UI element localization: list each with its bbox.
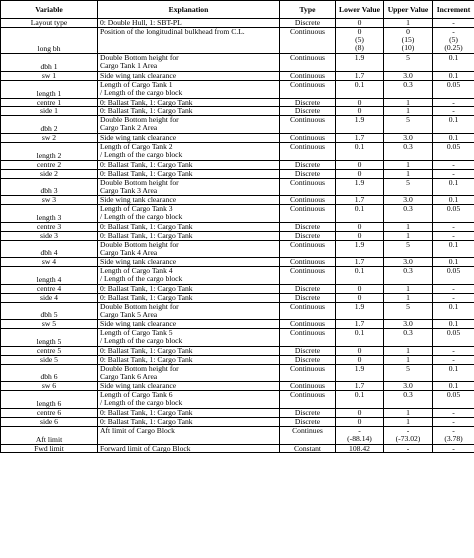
table-row	[1, 98, 474, 107]
variable-cell: Layout type	[1, 19, 98, 28]
explanation-cell: Double Bottom height for Cargo Tank 5 Area	[98, 302, 280, 320]
upper-value-cell: 5	[384, 364, 433, 382]
lower-value-cell: 0	[336, 222, 384, 231]
explanation-cell: Double Bottom height for Cargo Tank 1 Area	[98, 54, 280, 72]
type-cell: Continuous	[280, 391, 336, 409]
table-row	[1, 329, 474, 347]
variable-cell: length 6	[1, 391, 98, 409]
variable-cell: sw 1	[1, 71, 98, 80]
increment-cell: 0.1	[433, 240, 474, 258]
type-cell: Discrete	[280, 169, 336, 178]
type-cell: Discrete	[280, 417, 336, 426]
variable-cell: dbh 3	[1, 178, 98, 196]
table-row	[1, 71, 474, 80]
type-cell: Discrete	[280, 293, 336, 302]
explanation-cell: 0: Ballast Tank, 1: Cargo Tank	[98, 284, 280, 293]
explanation-cell: Double Bottom height for Cargo Tank 3 Area	[98, 178, 280, 196]
upper-value-cell: 1	[384, 98, 433, 107]
increment-cell: 0.1	[433, 320, 474, 329]
type-cell: Continuous	[280, 382, 336, 391]
increment-cell: 0.1	[433, 178, 474, 196]
lower-value-cell: 0.1	[336, 205, 384, 223]
explanation-cell: 0: Ballast Tank, 1: Cargo Tank	[98, 231, 280, 240]
header-type: Type	[280, 1, 336, 19]
increment-cell: 0.1	[433, 71, 474, 80]
lower-value-cell: 0 (5) (8)	[336, 27, 384, 53]
variable-cell: dbh 2	[1, 116, 98, 134]
explanation-cell: Forward limit of Cargo Block	[98, 444, 280, 453]
table-row	[1, 293, 474, 302]
variable-cell: side 2	[1, 169, 98, 178]
increment-cell: 0.05	[433, 205, 474, 223]
type-cell: Discrete	[280, 231, 336, 240]
lower-value-cell: 0	[336, 346, 384, 355]
upper-value-cell: 3.0	[384, 71, 433, 80]
header-increment: Increment	[433, 1, 474, 19]
type-cell: Continuous	[280, 80, 336, 98]
lower-value-cell: 1.7	[336, 382, 384, 391]
variable-cell: dbh 5	[1, 302, 98, 320]
table-row	[1, 284, 474, 293]
table-row	[1, 444, 474, 453]
lower-value-cell: 0	[336, 160, 384, 169]
variable-cell: centre 5	[1, 346, 98, 355]
upper-value-cell: 0.3	[384, 143, 433, 161]
type-cell: Continuous	[280, 27, 336, 53]
upper-value-cell: 0.3	[384, 329, 433, 347]
table-row	[1, 107, 474, 116]
explanation-cell: 0: Ballast Tank, 1: Cargo Tank	[98, 417, 280, 426]
lower-value-cell: 0.1	[336, 267, 384, 285]
lower-value-cell: 0	[336, 284, 384, 293]
table-row	[1, 196, 474, 205]
increment-cell: -	[433, 408, 474, 417]
lower-value-cell: 0	[336, 107, 384, 116]
type-cell: Discrete	[280, 107, 336, 116]
upper-value-cell: 5	[384, 116, 433, 134]
table-row	[1, 320, 474, 329]
variable-cell: centre 1	[1, 98, 98, 107]
lower-value-cell: 1.9	[336, 54, 384, 72]
explanation-cell: Side wing tank clearance	[98, 71, 280, 80]
lower-value-cell: 0	[336, 231, 384, 240]
lower-value-cell: 0	[336, 355, 384, 364]
type-cell: Discrete	[280, 284, 336, 293]
increment-cell: -	[433, 444, 474, 453]
explanation-cell: Side wing tank clearance	[98, 320, 280, 329]
explanation-cell: 0: Ballast Tank, 1: Cargo Tank	[98, 355, 280, 364]
variable-cell: centre 4	[1, 284, 98, 293]
variable-cell: side 4	[1, 293, 98, 302]
increment-cell: 0.1	[433, 258, 474, 267]
table-row	[1, 205, 474, 223]
header-upper-value: Upper Value	[384, 1, 433, 19]
upper-value-cell: 0.3	[384, 205, 433, 223]
explanation-cell: Position of the longitudinal bulkhead from C.L.	[98, 27, 280, 53]
explanation-cell: Length of Cargo Tank 4 / Length of the cargo block	[98, 267, 280, 285]
increment-cell: -	[433, 19, 474, 28]
increment-cell: -	[433, 222, 474, 231]
variable-cell: length 4	[1, 267, 98, 285]
type-cell: Continuous	[280, 71, 336, 80]
lower-value-cell: 0	[336, 408, 384, 417]
upper-value-cell: 5	[384, 240, 433, 258]
explanation-cell: Double Bottom height for Cargo Tank 6 Area	[98, 364, 280, 382]
increment-cell: 0.1	[433, 116, 474, 134]
table-row	[1, 222, 474, 231]
variable-cell: length 5	[1, 329, 98, 347]
upper-value-cell: 5	[384, 302, 433, 320]
lower-value-cell: 0	[336, 417, 384, 426]
table-row	[1, 391, 474, 409]
upper-value-cell: - (-73.02)	[384, 426, 433, 444]
lower-value-cell: 108.42	[336, 444, 384, 453]
variable-cell: side 3	[1, 231, 98, 240]
increment-cell: -	[433, 160, 474, 169]
explanation-cell: Double Bottom height for Cargo Tank 2 Area	[98, 116, 280, 134]
increment-cell: 0.05	[433, 329, 474, 347]
upper-value-cell: 1	[384, 107, 433, 116]
increment-cell: -	[433, 98, 474, 107]
table-row	[1, 116, 474, 134]
increment-cell: 0.05	[433, 143, 474, 161]
explanation-cell: Side wing tank clearance	[98, 382, 280, 391]
table-row	[1, 267, 474, 285]
explanation-cell: 0: Ballast Tank, 1: Cargo Tank	[98, 222, 280, 231]
increment-cell: -	[433, 107, 474, 116]
upper-value-cell: 1	[384, 408, 433, 417]
type-cell: Continuous	[280, 54, 336, 72]
table-row	[1, 364, 474, 382]
increment-cell: -	[433, 169, 474, 178]
variable-cell: side 5	[1, 355, 98, 364]
lower-value-cell: 1.7	[336, 320, 384, 329]
table-row	[1, 426, 474, 444]
explanation-cell: Length of Cargo Tank 2 / Length of the cargo block	[98, 143, 280, 161]
header-variable: Variable	[1, 1, 98, 19]
upper-value-cell: 1	[384, 160, 433, 169]
upper-value-cell: -	[384, 444, 433, 453]
explanation-cell: 0: Ballast Tank, 1: Cargo Tank	[98, 169, 280, 178]
increment-cell: - (5) (0.25)	[433, 27, 474, 53]
lower-value-cell: 0	[336, 98, 384, 107]
variable-cell: length 1	[1, 80, 98, 98]
increment-cell: -	[433, 355, 474, 364]
table-row	[1, 80, 474, 98]
explanation-cell: Double Bottom height for Cargo Tank 4 Area	[98, 240, 280, 258]
upper-value-cell: 0 (15) (10)	[384, 27, 433, 53]
lower-value-cell: 1.7	[336, 134, 384, 143]
explanation-cell: 0: Ballast Tank, 1: Cargo Tank	[98, 160, 280, 169]
upper-value-cell: 5	[384, 54, 433, 72]
increment-cell: 0.05	[433, 267, 474, 285]
table-row	[1, 54, 474, 72]
type-cell: Discrete	[280, 355, 336, 364]
upper-value-cell: 3.0	[384, 196, 433, 205]
table-row	[1, 134, 474, 143]
increment-cell: 0.1	[433, 54, 474, 72]
table-row	[1, 408, 474, 417]
increment-cell: 0.1	[433, 302, 474, 320]
table-body	[1, 19, 474, 453]
type-cell: Continues	[280, 426, 336, 444]
type-cell: Discrete	[280, 19, 336, 28]
explanation-cell: Length of Cargo Tank 6 / Length of the cargo block	[98, 391, 280, 409]
table-row	[1, 417, 474, 426]
explanation-cell: Length of Cargo Tank 3 / Length of the cargo block	[98, 205, 280, 223]
type-cell: Discrete	[280, 408, 336, 417]
explanation-cell: 0: Ballast Tank, 1: Cargo Tank	[98, 293, 280, 302]
type-cell: Continuous	[280, 116, 336, 134]
variable-cell: dbh 4	[1, 240, 98, 258]
lower-value-cell: 1.9	[336, 364, 384, 382]
upper-value-cell: 1	[384, 222, 433, 231]
increment-cell: -	[433, 284, 474, 293]
upper-value-cell: 1	[384, 231, 433, 240]
type-cell: Continuous	[280, 258, 336, 267]
increment-cell: -	[433, 417, 474, 426]
type-cell: Continuous	[280, 329, 336, 347]
upper-value-cell: 1	[384, 355, 433, 364]
type-cell: Continuous	[280, 143, 336, 161]
explanation-cell: 0: Double Hull, 1: SBT-PL	[98, 19, 280, 28]
table-row	[1, 258, 474, 267]
lower-value-cell: 1.7	[336, 196, 384, 205]
lower-value-cell: 0	[336, 19, 384, 28]
lower-value-cell: 1.9	[336, 116, 384, 134]
upper-value-cell: 1	[384, 19, 433, 28]
increment-cell: -	[433, 293, 474, 302]
explanation-cell: Side wing tank clearance	[98, 258, 280, 267]
lower-value-cell: 0.1	[336, 391, 384, 409]
upper-value-cell: 1	[384, 293, 433, 302]
upper-value-cell: 3.0	[384, 320, 433, 329]
table-row	[1, 169, 474, 178]
upper-value-cell: 0.3	[384, 267, 433, 285]
lower-value-cell: 0	[336, 293, 384, 302]
upper-value-cell: 1	[384, 346, 433, 355]
variable-cell: long bh	[1, 27, 98, 53]
type-cell: Continuous	[280, 205, 336, 223]
variable-cell: sw 5	[1, 320, 98, 329]
table-row	[1, 160, 474, 169]
variable-cell: length 3	[1, 205, 98, 223]
explanation-cell: Side wing tank clearance	[98, 196, 280, 205]
upper-value-cell: 1	[384, 284, 433, 293]
table-row	[1, 231, 474, 240]
increment-cell: -	[433, 231, 474, 240]
explanation-cell: 0: Ballast Tank, 1: Cargo Tank	[98, 408, 280, 417]
lower-value-cell: 1.7	[336, 258, 384, 267]
type-cell: Constant	[280, 444, 336, 453]
lower-value-cell: 0.1	[336, 80, 384, 98]
lower-value-cell: 1.9	[336, 240, 384, 258]
type-cell: Continuous	[280, 364, 336, 382]
lower-value-cell: 0	[336, 169, 384, 178]
table-row	[1, 27, 474, 53]
type-cell: Continuous	[280, 302, 336, 320]
lower-value-cell: 1.7	[336, 71, 384, 80]
table-row	[1, 382, 474, 391]
type-cell: Continuous	[280, 267, 336, 285]
lower-value-cell: - (-88.14)	[336, 426, 384, 444]
increment-cell: 0.05	[433, 391, 474, 409]
increment-cell: -	[433, 346, 474, 355]
table-row	[1, 19, 474, 28]
upper-value-cell: 1	[384, 169, 433, 178]
upper-value-cell: 0.3	[384, 80, 433, 98]
variable-cell: Fwd limit	[1, 444, 98, 453]
lower-value-cell: 0.1	[336, 329, 384, 347]
increment-cell: - (3.78)	[433, 426, 474, 444]
explanation-cell: Side wing tank clearance	[98, 134, 280, 143]
table-row	[1, 240, 474, 258]
variable-cell: side 6	[1, 417, 98, 426]
variable-cell: Aft limit	[1, 426, 98, 444]
table-row	[1, 143, 474, 161]
variable-cell: centre 6	[1, 408, 98, 417]
explanation-cell: Length of Cargo Tank 5 / Length of the cargo block	[98, 329, 280, 347]
table-row	[1, 302, 474, 320]
header-row	[1, 1, 474, 19]
upper-value-cell: 3.0	[384, 258, 433, 267]
explanation-cell: 0: Ballast Tank, 1: Cargo Tank	[98, 107, 280, 116]
variable-cell: centre 2	[1, 160, 98, 169]
variable-cell: dbh 1	[1, 54, 98, 72]
header-explanation: Explanation	[98, 1, 280, 19]
upper-value-cell: 5	[384, 178, 433, 196]
increment-cell: 0.05	[433, 80, 474, 98]
type-cell: Continuous	[280, 240, 336, 258]
upper-value-cell: 1	[384, 417, 433, 426]
variable-cell: dbh 6	[1, 364, 98, 382]
explanation-cell: 0: Ballast Tank, 1: Cargo Tank	[98, 346, 280, 355]
explanation-cell: 0: Ballast Tank, 1: Cargo Tank	[98, 98, 280, 107]
table-row	[1, 178, 474, 196]
type-cell: Continuous	[280, 320, 336, 329]
lower-value-cell: 0.1	[336, 143, 384, 161]
increment-cell: 0.1	[433, 134, 474, 143]
type-cell: Discrete	[280, 98, 336, 107]
upper-value-cell: 3.0	[384, 382, 433, 391]
upper-value-cell: 3.0	[384, 134, 433, 143]
lower-value-cell: 1.9	[336, 178, 384, 196]
explanation-cell: Length of Cargo Tank 1 / Length of the cargo block	[98, 80, 280, 98]
explanation-cell: Aft limit of Cargo Block	[98, 426, 280, 444]
table-row	[1, 346, 474, 355]
variable-cell: sw 4	[1, 258, 98, 267]
variable-cell: length 2	[1, 143, 98, 161]
table-row	[1, 355, 474, 364]
variable-cell: side 1	[1, 107, 98, 116]
header-lower-value: Lower Value	[336, 1, 384, 19]
type-cell: Discrete	[280, 222, 336, 231]
type-cell: Discrete	[280, 346, 336, 355]
increment-cell: 0.1	[433, 196, 474, 205]
increment-cell: 0.1	[433, 382, 474, 391]
type-cell: Continuous	[280, 196, 336, 205]
increment-cell: 0.1	[433, 364, 474, 382]
type-cell: Continuous	[280, 134, 336, 143]
variable-cell: sw 2	[1, 134, 98, 143]
variable-cell: centre 3	[1, 222, 98, 231]
type-cell: Discrete	[280, 160, 336, 169]
upper-value-cell: 0.3	[384, 391, 433, 409]
variable-cell: sw 3	[1, 196, 98, 205]
variable-cell: sw 6	[1, 382, 98, 391]
type-cell: Continuous	[280, 178, 336, 196]
lower-value-cell: 1.9	[336, 302, 384, 320]
